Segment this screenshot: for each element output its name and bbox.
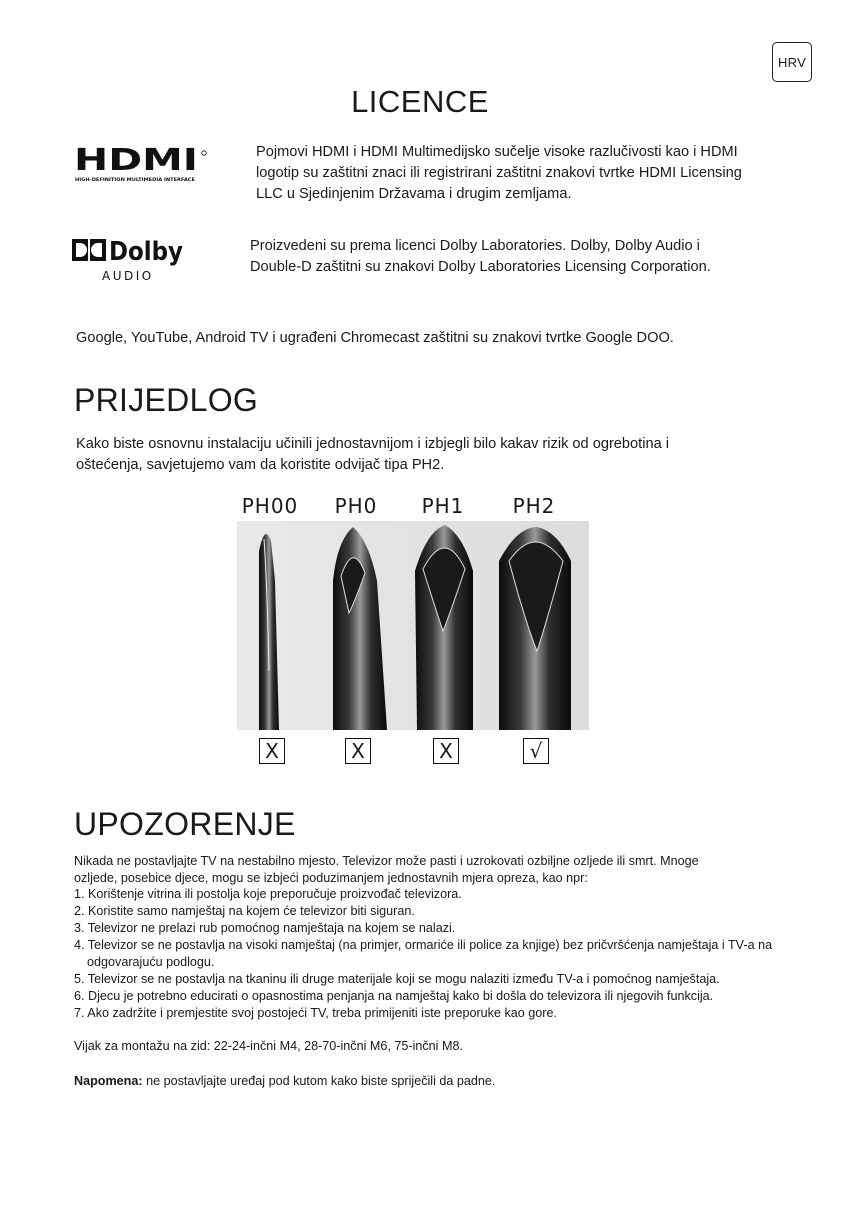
screwdriver-mark-box: X	[259, 738, 285, 764]
note-paragraph	[74, 1073, 495, 1090]
screwdriver-labels	[0, 494, 856, 520]
list-item: 7. Ako zadržite i premjestite svoj postojeći TV, treba primijeniti iste preporuke kao gore.	[74, 1006, 557, 1020]
note-label: Napomena:	[74, 1074, 143, 1088]
wall-mount-text: Vijak za montažu na zid: 22-24-inčni M4, 28-70-inčni M6, 75-inčni M8.	[74, 1039, 463, 1053]
hdmi-logo-subtitle: HIGH-DEFINITION MULTIMEDIA INTERFACE	[75, 178, 184, 183]
prijedlog-line-2: oštećenja, savjetujemo vam da koristite odvijač tipa PH2.	[76, 457, 445, 473]
hdmi-logo-text: HDMI	[74, 144, 198, 178]
upozorenje-heading: UPOZORENJE	[74, 806, 296, 842]
list-item: 6. Djecu je potrebno educirati o opasnostima penjanja na namještaj kako bi došla do televizora ili njegovih funkcija.	[74, 989, 714, 1003]
hdmi-logo	[74, 144, 214, 186]
hdmi-licence-line-1: Pojmovi HDMI i HDMI Multimedijsko sučelje visoke razlučivosti kao i HDMI	[256, 144, 738, 160]
licence-heading: LICENCE	[351, 84, 489, 119]
dolby-double-d-icon	[72, 239, 106, 261]
dolby-licence-line-1: Proizvedeni su prema licenci Dolby Laboratories. Dolby, Dolby Audio i	[250, 238, 700, 254]
list-item: 2. Koristite samo namještaj na kojem će televizor biti siguran.	[74, 904, 415, 918]
screwdriver-mark-box: √	[523, 738, 549, 764]
prijedlog-line-1: Kako biste osnovnu instalaciju učinili jednostavnijom i izbjegli bilo kakav rizik od ogrebotina i	[76, 436, 669, 452]
language-badge: HRV	[772, 42, 812, 82]
safety-rules-list	[74, 886, 774, 1022]
list-item: 4. Televizor se ne postavlja na visoki namještaj (na primjer, ormariće ili police za knjige) bez pričvršćenja namještaja i TV-a na odgovarajuću podlogu.	[74, 938, 773, 969]
screwdriver-label: PH00	[241, 494, 299, 518]
prijedlog-heading: PRIJEDLOG	[74, 382, 259, 418]
upozorenje-intro-line-2: ozljede, posebice djece, mogu se izbjeći poduzimanjem jednostavnih mjera opreza, kao npr:	[74, 871, 588, 885]
hdmi-licence-line-3: LLC u Sjedinjenim Državama i drugim zemljama.	[256, 186, 572, 202]
list-item: 1. Korištenje vitrina ili postolja koje preporučuje proizvođač televizora.	[74, 887, 462, 901]
dolby-logo	[72, 233, 192, 285]
google-licence-text: Google, YouTube, Android TV i ugrađeni Chromecast zaštitni su znakovi tvrtke Google DOO.	[76, 330, 674, 346]
screwdriver-label: PH2	[512, 494, 556, 518]
dolby-logo-text: Dolby	[109, 237, 184, 267]
note-text: ne postavljajte uređaj pod kutom kako biste spriječili da padne.	[142, 1074, 496, 1088]
screwdriver-tips-photo	[237, 521, 589, 730]
screwdriver-label: PH0	[334, 494, 378, 518]
screwdriver-ph2	[499, 527, 571, 730]
list-item: 5. Televizor se ne postavlja na tkaninu ili druge materijale koji se mogu nalaziti između TV-a i pomoćnog namještaja.	[74, 972, 720, 986]
dolby-logo-subtitle: AUDIO	[102, 269, 154, 283]
list-item: 3. Televizor ne prelazi rub pomoćnog namještaja na kojem se nalazi.	[74, 921, 456, 935]
screwdriver-label: PH1	[421, 494, 465, 518]
screwdriver-ph1	[415, 525, 473, 730]
hdmi-licence-line-2: logotip su zaštitni znaci ili registrirani zaštitni znakovi tvrtke HDMI Licensing	[256, 165, 742, 181]
screwdriver-mark-box: X	[345, 738, 371, 764]
upozorenje-intro-line-1: Nikada ne postavljajte TV na nestabilno mjesto. Televizor može pasti i uzrokovati ozbiljne ozljede ili smrt. Mnoge	[74, 854, 699, 868]
screwdriver-mark-box: X	[433, 738, 459, 764]
dolby-licence-line-2: Double-D zaštitni su znakovi Dolby Laboratories Licensing Corporation.	[250, 259, 711, 275]
